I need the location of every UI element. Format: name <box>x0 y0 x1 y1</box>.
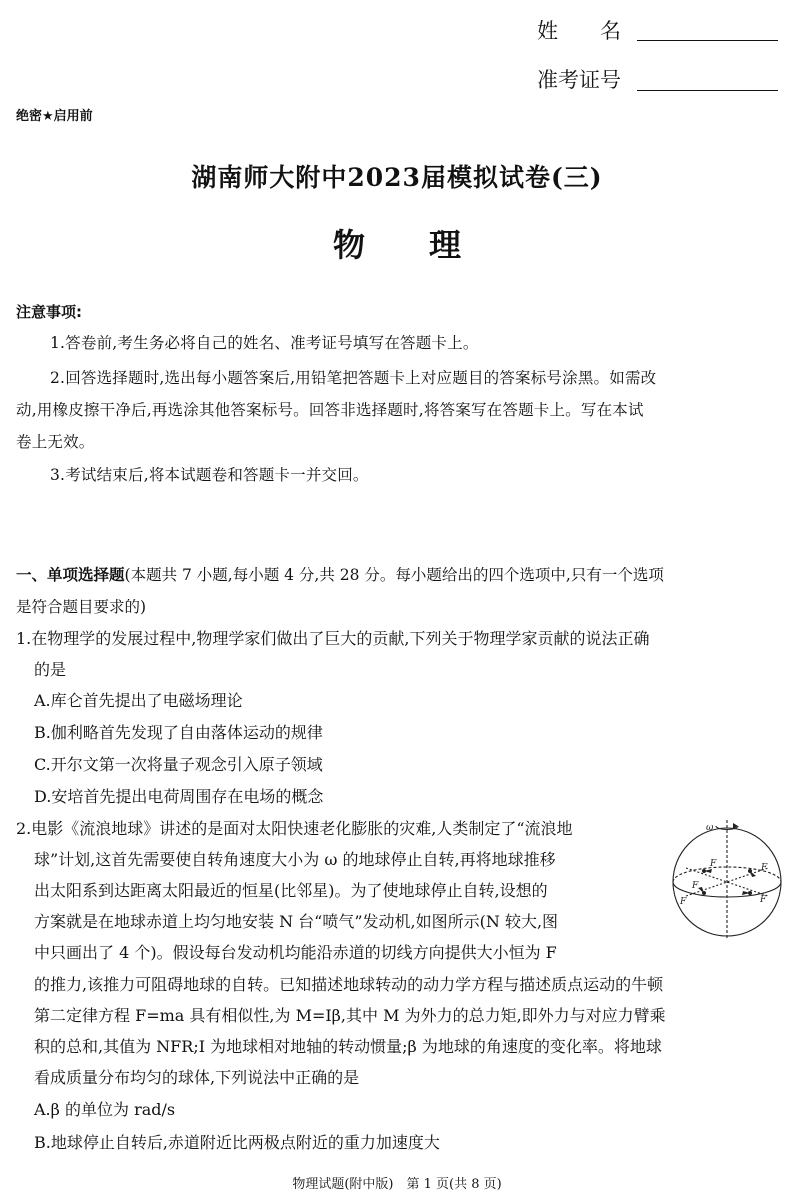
notice-item-3: 3.考试结束后,将本试题卷和答题卡一并交回。 <box>50 466 369 484</box>
section-1-desc-line-2: 是符合题目要求的) <box>16 598 147 616</box>
omega-label: ω <box>706 823 714 833</box>
q1-option-d: D.安培首先提出电荷周围存在电场的概念 <box>34 787 324 806</box>
confidential-mark: 绝密★启用前 <box>16 109 93 124</box>
q2-stem-line-6: 的推力,该推力可阻碍地球的自转。已知描述地球转动的动力学方程与描述质点运动的牛顿 <box>34 975 664 994</box>
q2-stem-line-9: 看成质量分布均匀的球体,下列说法中正确的是 <box>34 1068 360 1087</box>
notice-item-1: 1.答卷前,考生务必将自己的姓名、准考证号填写在答题卡上。 <box>50 334 479 352</box>
subject-char-1: 物 <box>332 226 365 264</box>
q1-stem-line-1: 1.在物理学的发展过程中,物理学家们做出了巨大的贡献,下列关于物理学家贡献的说法正确 <box>16 629 650 648</box>
notice-heading: 注意事项: <box>16 303 82 321</box>
exam-id-blank-line <box>637 64 778 91</box>
force-label-3: F <box>692 881 699 891</box>
q2-stem-line-2: 球”计划,这首先需要使自转角速度大小为 ω 的地球停止自转,再将地球推移 <box>34 850 556 869</box>
name-label: 姓 名 <box>537 19 621 43</box>
q2-stem-line-7: 第二定律方程 F=ma 具有相似性,为 M=Iβ,其中 M 为外力的总力矩,即外力与对应力臂乘 <box>34 1006 666 1025</box>
exam-id-label: 准考证号 <box>537 68 621 92</box>
q2-option-a: A.β 的单位为 rad/s <box>34 1100 176 1119</box>
force-label-1: F <box>710 859 717 869</box>
name-blank-line <box>637 14 778 41</box>
force-label-5: F <box>760 895 767 905</box>
q2-stem-line-8: 积的总和,其值为 NFR;I 为地球相对地轴的转动惯量;β 为地球的角速度的变化率。将地球 <box>34 1037 662 1056</box>
force-label-2: F <box>761 863 768 873</box>
exam-title: 湖南师大附中2023届模拟试卷(三) <box>191 163 603 192</box>
q1-option-b: B.伽利略首先发现了自由落体运动的规律 <box>34 723 323 742</box>
page-footer: 物理试题(附中版) 第 1 页(共 8 页) <box>292 1177 502 1192</box>
notice-item-2-line-1: 2.回答选择题时,选出每小题答案后,用铅笔把答题卡上对应题目的答案标号涂黑。如需改 <box>50 369 657 387</box>
section-1-desc-line-1: (本题共 7 小题,每小题 4 分,共 28 分。每小题给出的四个选项中,只有一个选项 <box>124 566 664 584</box>
notice-item-2-line-3: 卷上无效。 <box>16 433 95 451</box>
q2-stem-line-3: 出太阳系到达距离太阳最近的恒星(比邻星)。为了使地球停止自转,设想的 <box>34 881 548 900</box>
q2-stem-line-1: 2.电影《流浪地球》讲述的是面对太阳快速老化膨胀的灾难,人类制定了“流浪地 <box>16 819 573 838</box>
q2-option-b: B.地球停止自转后,赤道附近比两极点附近的重力加速度大 <box>34 1133 440 1152</box>
earth-thruster-figure <box>666 818 788 940</box>
force-label-4: F <box>680 897 687 907</box>
subject-title <box>0 220 794 266</box>
q2-stem-line-5: 中只画出了 4 个)。假设每台发动机均能沿赤道的切线方向提供大小恒为 F <box>34 943 557 962</box>
notice-item-2-line-2: 动,用橡皮擦干净后,再选涂其他答案标号。回答非选择题时,将答案写在答题卡上。写在本试 <box>16 401 644 419</box>
q1-option-a: A.库仑首先提出了电磁场理论 <box>34 691 243 710</box>
section-1-header <box>16 563 664 585</box>
q1-stem-line-2: 的是 <box>34 660 67 679</box>
subject-char-2: 理 <box>429 226 462 264</box>
q1-option-c: C.开尔文第一次将量子观念引入原子领域 <box>34 755 323 774</box>
section-1-title: 一、单项选择题 <box>16 566 125 584</box>
q2-stem-line-4: 方案就是在地球赤道上均匀地安装 N 台“喷气”发动机,如图所示(N 较大,图 <box>34 912 559 931</box>
